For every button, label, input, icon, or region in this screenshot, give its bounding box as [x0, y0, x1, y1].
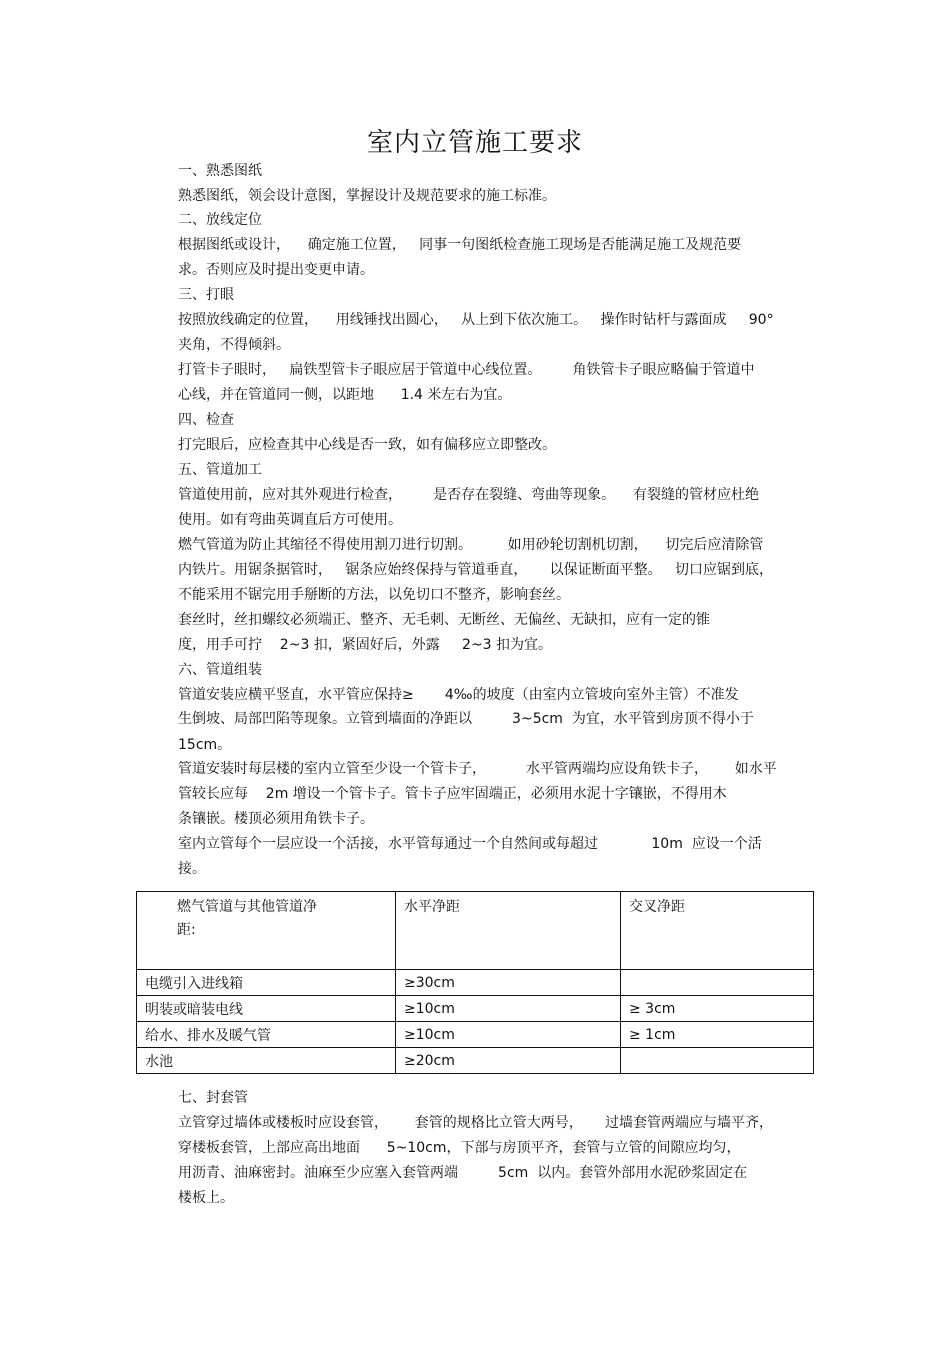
row-name: 给水、排水及暖气管	[137, 1022, 396, 1048]
text-line: 接。	[178, 861, 206, 877]
text-line: 四、检查	[178, 412, 234, 428]
row-cross: ≥ 3cm	[621, 996, 814, 1022]
text-line: 夹角，不得倾斜。	[178, 337, 290, 353]
table-row	[137, 1048, 814, 1074]
text-line: 燃气管道为防止其缩径不得使用割刀进行切割。 如用砂轮切割机切割， 切完后应清除管	[178, 537, 764, 553]
text-line: 一、熟悉图纸	[178, 163, 262, 179]
text-line: 熟悉图纸，领会设计意图，掌握设计及规范要求的施工标准。	[178, 188, 556, 204]
row-horizontal: ≥20cm	[396, 1048, 621, 1074]
table-row	[137, 996, 814, 1022]
clearance-table	[136, 891, 814, 1074]
text-line: 使用。如有弯曲英调直后方可使用。	[178, 512, 402, 528]
header-pipe-type	[137, 892, 396, 970]
row-cross	[621, 970, 814, 996]
text-line: 度，用手可拧 2~3 扣，紧固好后，外露 2~3 扣为宜。	[178, 637, 553, 653]
page-title: 室内立管施工要求	[366, 128, 583, 158]
text-line: 套丝时，丝扣螺纹必须端正、整齐、无毛刺、无断丝、无偏丝、无缺扣，应有一定的锥	[178, 612, 710, 628]
header-pipe-type-line1: 燃气管道与其他管道净	[177, 899, 317, 915]
text-line: 穿楼板套管，上部应高出地面 5~10cm，下部与房顶平齐，套管与立管的间隙应均匀，	[178, 1140, 741, 1156]
table-row	[137, 970, 814, 996]
text-line: 生倒坡、局部凹陷等现象。立管到墙面的净距以 3~5cm 为宜，水平管到房顶不得小于	[178, 711, 754, 727]
text-line: 楼板上。	[178, 1190, 234, 1206]
text-line: 五、管道加工	[178, 462, 262, 478]
row-name: 水池	[137, 1048, 396, 1074]
row-name: 电缆引入进线箱	[137, 970, 396, 996]
text-line: 用沥青、油麻密封。油麻至少应塞入套管两端 5cm 以内。套管外部用水泥砂浆固定在	[178, 1165, 748, 1181]
text-line: 按照放线确定的位置， 用线锤找出圆心， 从上到下依次施工。 操作时钻杆与露面成 90°	[178, 312, 774, 328]
header-horizontal: 水平净距	[396, 892, 621, 970]
text-line: 根据图纸或设计， 确定施工位置， 同事一句图纸检查施工现场是否能满足施工及规范要	[178, 237, 742, 253]
text-line: 条镶嵌。楼顶必须用角铁卡子。	[178, 811, 374, 827]
text-line: 不能采用不锯完用手掰断的方法，以免切口不整齐，影响套丝。	[178, 587, 570, 603]
text-line: 七、封套管	[178, 1090, 248, 1106]
text-line: 管道安装应横平竖直，水平管应保持≥ 4‰的坡度（由室内立管坡向室外主管）不准发	[178, 687, 739, 703]
table-row	[137, 1022, 814, 1048]
text-line: 室内立管每个一层应设一个活接，水平管每通过一个自然间或每超过 10m 应设一个活	[178, 836, 762, 852]
text-line: 打完眼后，应检查其中心线是否一致，如有偏移应立即整改。	[178, 437, 556, 453]
text-line: 心线，并在管道同一侧，以距地 1.4 米左右为宜。	[178, 387, 512, 403]
table-header-row	[137, 892, 814, 970]
text-line: 二、放线定位	[178, 212, 262, 228]
row-horizontal: ≥10cm	[396, 996, 621, 1022]
row-cross: ≥ 1cm	[621, 1022, 814, 1048]
header-pipe-type-line2: 距:	[177, 922, 196, 938]
row-name: 明装或暗装电线	[137, 996, 396, 1022]
row-horizontal: ≥30cm	[396, 970, 621, 996]
text-line: 立管穿过墙体或楼板时应设套管， 套管的规格比立管大两号， 过墙套管两端应与墙平齐，	[178, 1115, 773, 1131]
text-line: 三、打眼	[178, 287, 234, 303]
text-line: 15cm。	[178, 737, 232, 753]
header-cross: 交叉净距	[621, 892, 814, 970]
row-horizontal: ≥10cm	[396, 1022, 621, 1048]
text-line: 内铁片。用锯条据管时， 锯条应始终保持与管道垂直， 以保证断面平整。 切口应锯到底，	[178, 562, 773, 578]
text-line: 打管卡子眼时， 扁铁型管卡子眼应居于管道中心线位置。 角铁管卡子眼应略偏于管道中	[178, 362, 755, 378]
row-cross	[621, 1048, 814, 1074]
text-line: 六、管道组装	[178, 662, 262, 678]
text-line: 管道使用前，应对其外观进行检查， 是否存在裂缝、弯曲等现象。 有裂缝的管材应杜绝	[178, 487, 759, 503]
text-line: 管较长应每 2m 增设一个管卡子。管卡子应牢固端正，必须用水泥十字镶嵌，不得用木	[178, 786, 727, 802]
text-line: 求。否则应及时提出变更申请。	[178, 262, 374, 278]
text-line: 管道安装时每层楼的室内立管至少设一个管卡子， 水平管两端均应设角铁卡子， 如水平	[178, 761, 777, 777]
